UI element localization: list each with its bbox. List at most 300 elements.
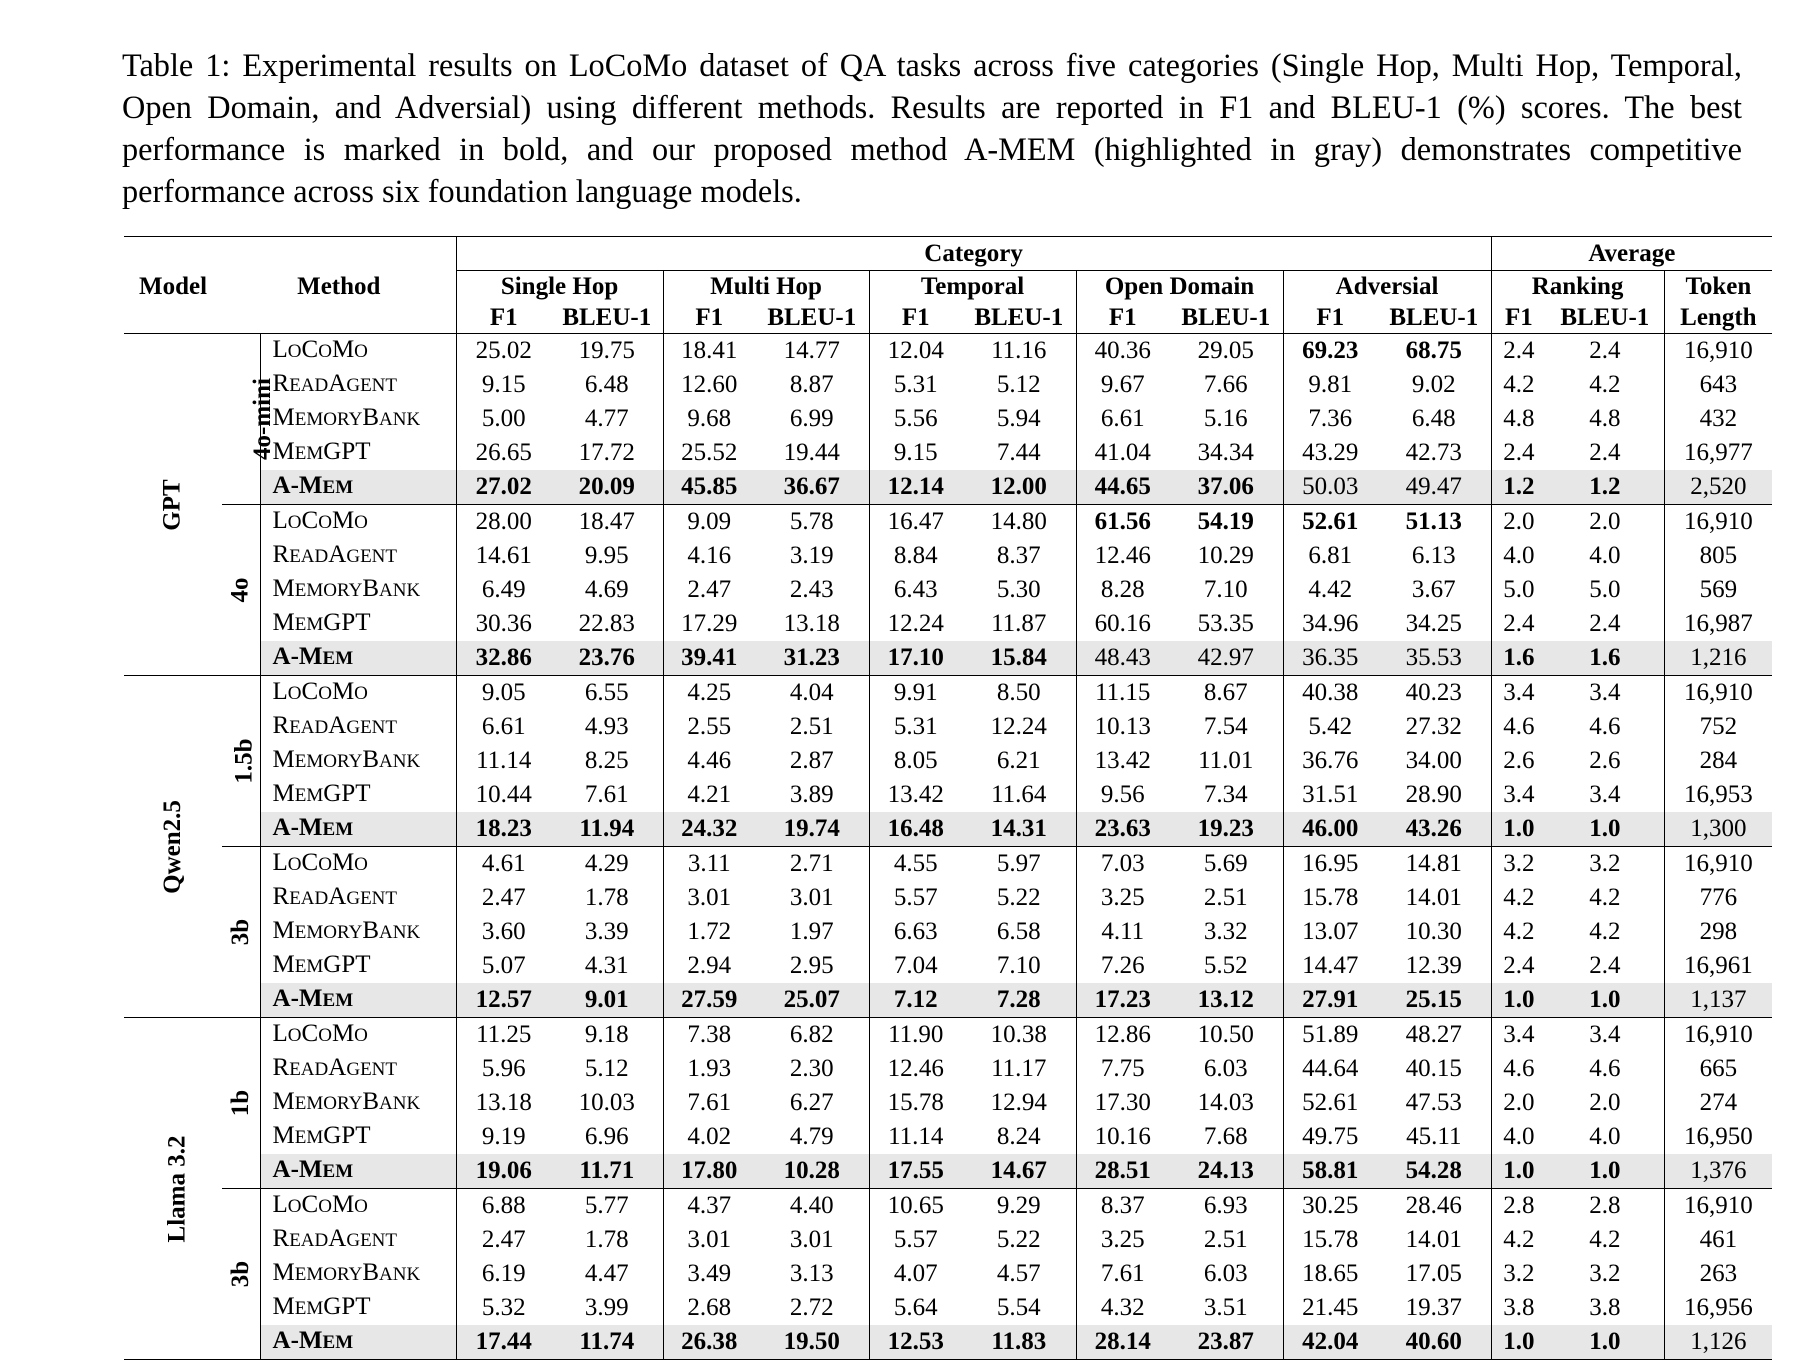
value-cell: 3.19 <box>789 542 834 569</box>
value-cell: 30.36 <box>456 607 551 641</box>
value-cell: 2.51 <box>789 713 834 740</box>
value-cell: 4.04 <box>755 676 869 711</box>
value-cell: 2.87 <box>789 747 834 774</box>
model-label <box>124 334 222 676</box>
value-cell: 6.21 <box>996 747 1041 774</box>
value-cell: 40.15 <box>1405 1055 1462 1082</box>
value-cell: 15.78 <box>869 1086 962 1120</box>
value-cell: 9.15 <box>456 368 551 402</box>
value-cell: 4.6 <box>1491 1052 1546 1086</box>
value-cell: 14.61 <box>456 539 551 573</box>
value-cell: 4.16 <box>663 539 755 573</box>
table-row <box>124 402 1772 436</box>
method-cell: LOCOMO <box>260 1189 456 1224</box>
value-cell: 44.64 <box>1283 1052 1377 1086</box>
value-cell: 5.57 <box>869 1223 962 1257</box>
value-cell: 8.50 <box>962 676 1076 711</box>
header-bleu: BLEU-1 <box>1560 304 1650 331</box>
value-cell: 28.90 <box>1405 781 1462 808</box>
value-cell: 16,987 <box>1664 607 1772 641</box>
value-cell: 31.51 <box>1283 778 1377 812</box>
value-cell: 6.63 <box>869 915 962 949</box>
value-cell: 4.8 <box>1589 405 1621 432</box>
value-cell: 22.83 <box>578 610 635 637</box>
value-cell: 27.59 <box>663 983 755 1018</box>
value-cell: 4.77 <box>584 405 629 432</box>
value-cell: 12.46 <box>1076 539 1169 573</box>
value-cell: 9.95 <box>584 542 629 569</box>
value-cell: 35.53 <box>1377 641 1491 676</box>
value-cell: 9.15 <box>869 436 962 470</box>
value-cell: 5.31 <box>869 710 962 744</box>
model-size-label <box>222 676 260 847</box>
value-cell: 1.6 <box>1491 641 1546 676</box>
header-average: Average <box>1491 237 1772 271</box>
value-cell: 10.29 <box>1197 542 1254 569</box>
value-cell: 19.75 <box>551 334 663 369</box>
header-bleu: BLEU-1 <box>1389 304 1479 331</box>
model-size: 1b <box>226 1089 254 1117</box>
value-cell: 3.4 <box>1491 1018 1546 1053</box>
value-cell: 284 <box>1664 744 1772 778</box>
value-cell: 27.91 <box>1283 983 1377 1018</box>
value-cell: 16,910 <box>1664 847 1772 882</box>
value-cell: 52.61 <box>1283 505 1377 540</box>
value-cell: 13.18 <box>783 610 840 637</box>
value-cell: 3.4 <box>1546 676 1664 711</box>
value-cell: 42.97 <box>1169 641 1283 676</box>
value-cell: 19.06 <box>456 1154 551 1189</box>
value-cell: 15.84 <box>962 641 1076 676</box>
value-cell: 44.65 <box>1076 470 1169 505</box>
value-cell: 2.55 <box>663 710 755 744</box>
value-cell: 3.01 <box>663 1223 755 1257</box>
value-cell: 36.76 <box>1283 744 1377 778</box>
value-cell: 12.04 <box>869 334 962 369</box>
value-cell: 1.0 <box>1546 983 1664 1018</box>
value-cell: 16,910 <box>1664 676 1772 711</box>
value-cell: 5.30 <box>996 576 1041 603</box>
value-cell: 461 <box>1664 1223 1772 1257</box>
value-cell: 4.29 <box>551 847 663 882</box>
value-cell: 2.0 <box>1491 505 1546 540</box>
value-cell: 5.0 <box>1491 573 1546 607</box>
value-cell: 8.05 <box>869 744 962 778</box>
value-cell: 6.61 <box>456 710 551 744</box>
value-cell: 2.95 <box>789 952 834 979</box>
value-cell: 61.56 <box>1076 505 1169 540</box>
value-cell: 4.47 <box>584 1260 629 1287</box>
value-cell: 17.44 <box>456 1325 551 1360</box>
value-cell: 28.14 <box>1076 1325 1169 1360</box>
table-row <box>124 1018 1772 1053</box>
value-cell: 4.46 <box>663 744 755 778</box>
model-size: 3b <box>226 1260 254 1288</box>
value-cell: 27.02 <box>456 470 551 505</box>
value-cell: 3.4 <box>1589 781 1621 808</box>
value-cell: 1.0 <box>1491 983 1546 1018</box>
value-cell: 6.19 <box>456 1257 551 1291</box>
value-cell: 42.73 <box>1405 439 1462 466</box>
value-cell: 52.61 <box>1283 1086 1377 1120</box>
value-cell: 16,910 <box>1664 1018 1772 1053</box>
method-cell: READAGENT <box>260 1052 456 1086</box>
value-cell: 5.22 <box>996 884 1041 911</box>
model-size-label <box>222 847 260 1018</box>
value-cell: 5.69 <box>1169 847 1283 882</box>
method-cell: READAGENT <box>260 539 456 573</box>
value-cell: 5.54 <box>996 1294 1041 1321</box>
value-cell: 5.52 <box>1203 952 1248 979</box>
table-row <box>124 1257 1772 1291</box>
value-cell: 30.25 <box>1283 1189 1377 1224</box>
value-cell: 3.8 <box>1491 1291 1546 1325</box>
value-cell: 1,376 <box>1664 1154 1772 1189</box>
value-cell: 14.81 <box>1377 847 1491 882</box>
header-token: Token <box>1664 271 1772 303</box>
value-cell: 9.68 <box>663 402 755 436</box>
header-group-multi-hop: Multi Hop <box>663 271 869 303</box>
value-cell: 643 <box>1664 368 1772 402</box>
value-cell: 11.17 <box>991 1055 1047 1082</box>
value-cell: 10.65 <box>869 1189 962 1224</box>
value-cell: 11.87 <box>991 610 1047 637</box>
table-row <box>124 1086 1772 1120</box>
value-cell: 8.37 <box>996 542 1041 569</box>
value-cell: 53.35 <box>1197 610 1254 637</box>
value-cell: 4.2 <box>1589 884 1621 911</box>
value-cell: 13.18 <box>456 1086 551 1120</box>
value-cell: 7.28 <box>962 983 1076 1018</box>
value-cell: 5.97 <box>962 847 1076 882</box>
value-cell: 4.2 <box>1491 881 1546 915</box>
model-size-label <box>222 505 260 676</box>
header-bleu: BLEU-1 <box>767 304 857 331</box>
value-cell: 1,126 <box>1664 1325 1772 1360</box>
value-cell: 4.6 <box>1589 713 1621 740</box>
value-cell: 34.34 <box>1197 439 1254 466</box>
value-cell: 4.25 <box>663 676 755 711</box>
value-cell: 4.21 <box>663 778 755 812</box>
value-cell: 2.4 <box>1491 949 1546 983</box>
value-cell: 14.01 <box>1405 1226 1462 1253</box>
value-cell: 4.69 <box>584 576 629 603</box>
value-cell: 665 <box>1664 1052 1772 1086</box>
value-cell: 34.96 <box>1283 607 1377 641</box>
value-cell: 19.74 <box>755 812 869 847</box>
value-cell: 3.11 <box>663 847 755 882</box>
value-cell: 12.86 <box>1076 1018 1169 1053</box>
value-cell: 54.28 <box>1377 1154 1491 1189</box>
value-cell: 34.25 <box>1405 610 1462 637</box>
model-name: Qwen2.5 <box>159 799 186 894</box>
value-cell: 11.16 <box>962 334 1076 369</box>
value-cell: 16,961 <box>1664 949 1772 983</box>
value-cell: 6.13 <box>1411 542 1456 569</box>
value-cell: 19.37 <box>1405 1294 1462 1321</box>
value-cell: 3.01 <box>789 884 834 911</box>
table-row <box>124 470 1772 505</box>
table-row <box>124 607 1772 641</box>
value-cell: 6.03 <box>1203 1260 1248 1287</box>
value-cell: 2.30 <box>789 1055 834 1082</box>
value-cell: 4.31 <box>584 952 629 979</box>
value-cell: 9.81 <box>1283 368 1377 402</box>
value-cell: 7.10 <box>996 952 1041 979</box>
value-cell: 3.25 <box>1076 1223 1169 1257</box>
model-size-label <box>222 1189 260 1360</box>
value-cell: 4.2 <box>1491 368 1546 402</box>
table-row <box>124 573 1772 607</box>
value-cell: 10.50 <box>1169 1018 1283 1053</box>
model-label <box>124 676 222 1018</box>
value-cell: 9.29 <box>962 1189 1076 1224</box>
value-cell: 1.78 <box>584 884 629 911</box>
value-cell: 2.6 <box>1589 747 1621 774</box>
table-row <box>124 676 1772 711</box>
value-cell: 36.67 <box>755 470 869 505</box>
value-cell: 2.47 <box>663 573 755 607</box>
table-row <box>124 881 1772 915</box>
value-cell: 5.56 <box>869 402 962 436</box>
model-name: Llama 3.2 <box>163 1135 191 1242</box>
table-row <box>124 812 1772 847</box>
method-cell: MEMORYBANK <box>260 1257 456 1291</box>
header-f1: F1 <box>663 302 755 334</box>
value-cell: 11.14 <box>869 1120 962 1154</box>
value-cell: 9.19 <box>456 1120 551 1154</box>
value-cell: 14.77 <box>755 334 869 369</box>
value-cell: 6.27 <box>789 1089 834 1116</box>
method-cell: LOCOMO <box>260 1018 456 1053</box>
value-cell: 2.4 <box>1546 334 1664 369</box>
method-cell: MEMORYBANK <box>260 402 456 436</box>
table-row <box>124 1120 1772 1154</box>
method-cell: LOCOMO <box>260 334 456 369</box>
header-f1: F1 <box>1283 302 1377 334</box>
table-caption: Table 1: Experimental results on LoCoMo dataset of QA tasks across five categories (Single Hop, Multi Hop, Temporal, Open Domain, and Adversial) using different methods. Results are reported in F1 and BLEU-1 (%) scores. The best performance is marked in bold, and our proposed method A-MEM (highlighted in gray) demonstrates competitive performance across six foundation language models. <box>122 47 1742 209</box>
method-cell: READAGENT <box>260 368 456 402</box>
value-cell: 3.8 <box>1589 1294 1621 1321</box>
value-cell: 3.89 <box>789 781 834 808</box>
value-cell: 776 <box>1664 881 1772 915</box>
value-cell: 3.4 <box>1491 778 1546 812</box>
table-row <box>124 847 1772 882</box>
header-group-open-domain: Open Domain <box>1076 271 1283 303</box>
method-cell: MEMGPT <box>260 436 456 470</box>
value-cell: 1.2 <box>1491 470 1546 505</box>
value-cell: 274 <box>1664 1086 1772 1120</box>
value-cell: 11.64 <box>991 781 1047 808</box>
value-cell: 4.0 <box>1491 539 1546 573</box>
value-cell: 28.00 <box>456 505 551 540</box>
value-cell: 12.57 <box>456 983 551 1018</box>
value-cell: 5.31 <box>869 368 962 402</box>
value-cell: 10.44 <box>456 778 551 812</box>
value-cell: 6.82 <box>755 1018 869 1053</box>
value-cell: 14.01 <box>1405 884 1462 911</box>
value-cell: 12.60 <box>663 368 755 402</box>
value-cell: 11.74 <box>551 1325 663 1360</box>
value-cell: 17.72 <box>578 439 635 466</box>
value-cell: 12.46 <box>869 1052 962 1086</box>
value-cell: 7.36 <box>1283 402 1377 436</box>
value-cell: 2,520 <box>1664 470 1772 505</box>
value-cell: 5.0 <box>1589 576 1621 603</box>
value-cell: 1.0 <box>1491 812 1546 847</box>
value-cell: 15.78 <box>1283 1223 1377 1257</box>
method-cell: LOCOMO <box>260 676 456 711</box>
table-row <box>124 436 1772 470</box>
value-cell: 40.36 <box>1076 334 1169 369</box>
value-cell: 2.4 <box>1589 610 1621 637</box>
value-cell: 10.13 <box>1076 710 1169 744</box>
value-cell: 5.22 <box>996 1226 1041 1253</box>
header-length: Length <box>1664 302 1772 334</box>
value-cell: 263 <box>1664 1257 1772 1291</box>
model-size: 1.5b <box>230 738 258 784</box>
method-cell: MEMGPT <box>260 607 456 641</box>
value-cell: 2.4 <box>1589 439 1621 466</box>
value-cell: 58.81 <box>1283 1154 1377 1189</box>
value-cell: 10.16 <box>1076 1120 1169 1154</box>
method-cell: MEMGPT <box>260 1291 456 1325</box>
value-cell: 8.37 <box>1076 1189 1169 1224</box>
value-cell: 50.03 <box>1283 470 1377 505</box>
value-cell: 3.2 <box>1546 847 1664 882</box>
value-cell: 5.94 <box>996 405 1041 432</box>
value-cell: 12.53 <box>869 1325 962 1360</box>
value-cell: 68.75 <box>1377 334 1491 369</box>
method-cell: A-MEM <box>260 641 456 676</box>
value-cell: 1.97 <box>789 918 834 945</box>
value-cell: 16,953 <box>1664 778 1772 812</box>
method-cell: A-MEM <box>260 812 456 847</box>
value-cell: 8.84 <box>869 539 962 573</box>
value-cell: 2.51 <box>1203 884 1248 911</box>
method-cell: MEMGPT <box>260 778 456 812</box>
header-model: Model <box>138 272 208 300</box>
value-cell: 4.2 <box>1589 1226 1621 1253</box>
header-f1: F1 <box>1076 302 1169 334</box>
method-cell: MEMORYBANK <box>260 744 456 778</box>
value-cell: 6.43 <box>869 573 962 607</box>
value-cell: 6.99 <box>789 405 834 432</box>
value-cell: 16.47 <box>869 505 962 540</box>
value-cell: 16,950 <box>1664 1120 1772 1154</box>
value-cell: 27.32 <box>1405 713 1462 740</box>
value-cell: 26.38 <box>663 1325 755 1360</box>
value-cell: 49.75 <box>1283 1120 1377 1154</box>
value-cell: 752 <box>1664 710 1772 744</box>
value-cell: 17.10 <box>869 641 962 676</box>
value-cell: 2.68 <box>663 1291 755 1325</box>
value-cell: 17.05 <box>1405 1260 1462 1287</box>
value-cell: 7.26 <box>1076 949 1169 983</box>
value-cell: 15.78 <box>1283 881 1377 915</box>
value-cell: 7.54 <box>1203 713 1248 740</box>
value-cell: 40.23 <box>1377 676 1491 711</box>
value-cell: 43.26 <box>1377 812 1491 847</box>
value-cell: 2.47 <box>456 1223 551 1257</box>
value-cell: 4.0 <box>1589 1123 1621 1150</box>
method-cell: READAGENT <box>260 1223 456 1257</box>
value-cell: 20.09 <box>551 470 663 505</box>
value-cell: 432 <box>1664 402 1772 436</box>
value-cell: 42.04 <box>1283 1325 1377 1360</box>
value-cell: 8.28 <box>1076 573 1169 607</box>
method-cell: READAGENT <box>260 710 456 744</box>
value-cell: 4.2 <box>1491 915 1546 949</box>
value-cell: 16,956 <box>1664 1291 1772 1325</box>
value-cell: 4.57 <box>996 1260 1041 1287</box>
method-cell: A-MEM <box>260 470 456 505</box>
value-cell: 3.4 <box>1491 676 1546 711</box>
value-cell: 1.0 <box>1491 1325 1546 1360</box>
model-size-label <box>222 1018 260 1189</box>
value-cell: 6.48 <box>584 371 629 398</box>
value-cell: 7.61 <box>584 781 629 808</box>
value-cell: 2.0 <box>1491 1086 1546 1120</box>
value-cell: 69.23 <box>1283 334 1377 369</box>
value-cell: 7.68 <box>1203 1123 1248 1150</box>
value-cell: 17.23 <box>1076 983 1169 1018</box>
value-cell: 4.11 <box>1076 915 1169 949</box>
value-cell: 1.0 <box>1546 812 1664 847</box>
value-cell: 4.6 <box>1589 1055 1621 1082</box>
method-cell: A-MEM <box>260 983 456 1018</box>
value-cell: 12.24 <box>869 607 962 641</box>
header-group-adversial: Adversial <box>1283 271 1491 303</box>
header-bleu: BLEU-1 <box>562 304 652 331</box>
value-cell: 16,910 <box>1664 505 1772 540</box>
value-cell: 3.2 <box>1491 847 1546 882</box>
table-row <box>124 539 1772 573</box>
value-cell: 9.01 <box>551 983 663 1018</box>
value-cell: 2.43 <box>789 576 834 603</box>
value-cell: 11.94 <box>551 812 663 847</box>
value-cell: 2.47 <box>456 881 551 915</box>
value-cell: 2.0 <box>1546 505 1664 540</box>
value-cell: 10.38 <box>962 1018 1076 1053</box>
method-cell: MEMORYBANK <box>260 915 456 949</box>
value-cell: 23.87 <box>1169 1325 1283 1360</box>
value-cell: 25.15 <box>1377 983 1491 1018</box>
value-cell: 5.57 <box>869 881 962 915</box>
value-cell: 1.6 <box>1546 641 1664 676</box>
value-cell: 3.39 <box>584 918 629 945</box>
value-cell: 19.44 <box>783 439 840 466</box>
value-cell: 8.24 <box>996 1123 1041 1150</box>
value-cell: 5.77 <box>551 1189 663 1224</box>
value-cell: 4.2 <box>1589 371 1621 398</box>
value-cell: 9.02 <box>1411 371 1456 398</box>
value-cell: 40.60 <box>1377 1325 1491 1360</box>
header-category: Category <box>456 237 1491 271</box>
table-row <box>124 1189 1772 1224</box>
value-cell: 7.34 <box>1203 781 1248 808</box>
value-cell: 17.29 <box>663 607 755 641</box>
value-cell: 805 <box>1664 539 1772 573</box>
value-cell: 5.12 <box>584 1055 629 1082</box>
value-cell: 1.0 <box>1491 1154 1546 1189</box>
value-cell: 2.4 <box>1491 334 1546 369</box>
value-cell: 4.2 <box>1589 918 1621 945</box>
table-row <box>124 744 1772 778</box>
value-cell: 5.07 <box>456 949 551 983</box>
value-cell: 2.8 <box>1491 1189 1546 1224</box>
method-cell: LOCOMO <box>260 505 456 540</box>
